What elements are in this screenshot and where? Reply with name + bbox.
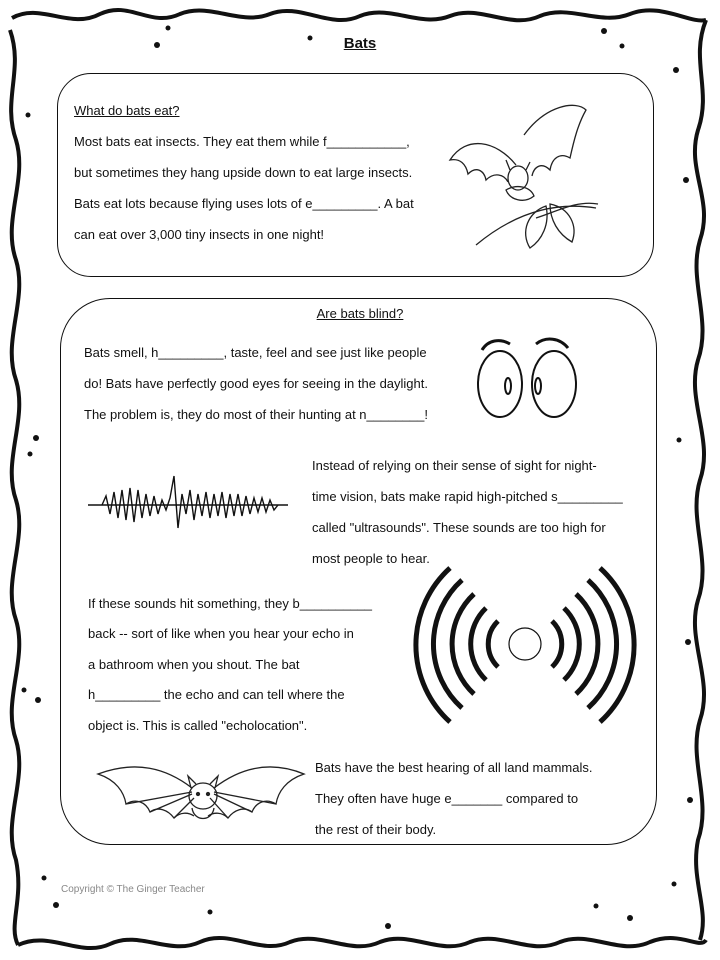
text-line: The problem is, they do most of their hunting at n________! [84,407,428,422]
eyes-icon [470,334,580,426]
text-line: called "ultrasounds". These sounds are too high for [312,520,606,535]
text-line: Bats smell, h_________, taste, feel and see just like people [84,345,427,360]
text-line: can eat over 3,000 tiny insects in one night! [74,227,325,242]
text-line: most people to hear. [312,551,430,566]
text-line: They often have huge e_______ compared to [315,791,579,806]
text-line: do! Bats have perfectly good eyes for seeing in the daylight. [84,376,428,391]
text-line: If these sounds hit something, they b__________ [88,596,373,611]
text-line: Bats have the best hearing of all land mammals. [315,760,593,775]
flying-bat-icon [96,758,306,838]
text-line: back -- sort of like when you hear your echo in [88,626,354,641]
bat-eating-icon [446,100,606,260]
text-line: Instead of relying on their sense of sight for night- [312,458,597,473]
text-line: Most bats eat insects. They eat them while f___________, [74,134,410,149]
text-line: the rest of their body. [315,822,437,837]
section-heading-eat: What do bats eat? [74,103,180,118]
text-line: h_________ the echo and can tell where the [88,687,345,702]
soundwave-icon [88,468,288,528]
text-line: object is. This is called "echolocation". [88,718,308,733]
page-title: Bats [343,35,377,52]
text-line: a bathroom when you shout. The bat [88,657,300,672]
text-line: time vision, bats make rapid high-pitched s_________ [312,489,623,504]
text-line: but sometimes they hang upside down to eat large insects. [74,165,413,180]
text-line: Bats eat lots because flying uses lots of e_________. A bat [74,196,414,211]
copyright-notice: Copyright © The Ginger Teacher [61,884,205,895]
section-heading-blind: Are bats blind? [316,306,404,321]
echo-rings-icon [418,566,638,726]
